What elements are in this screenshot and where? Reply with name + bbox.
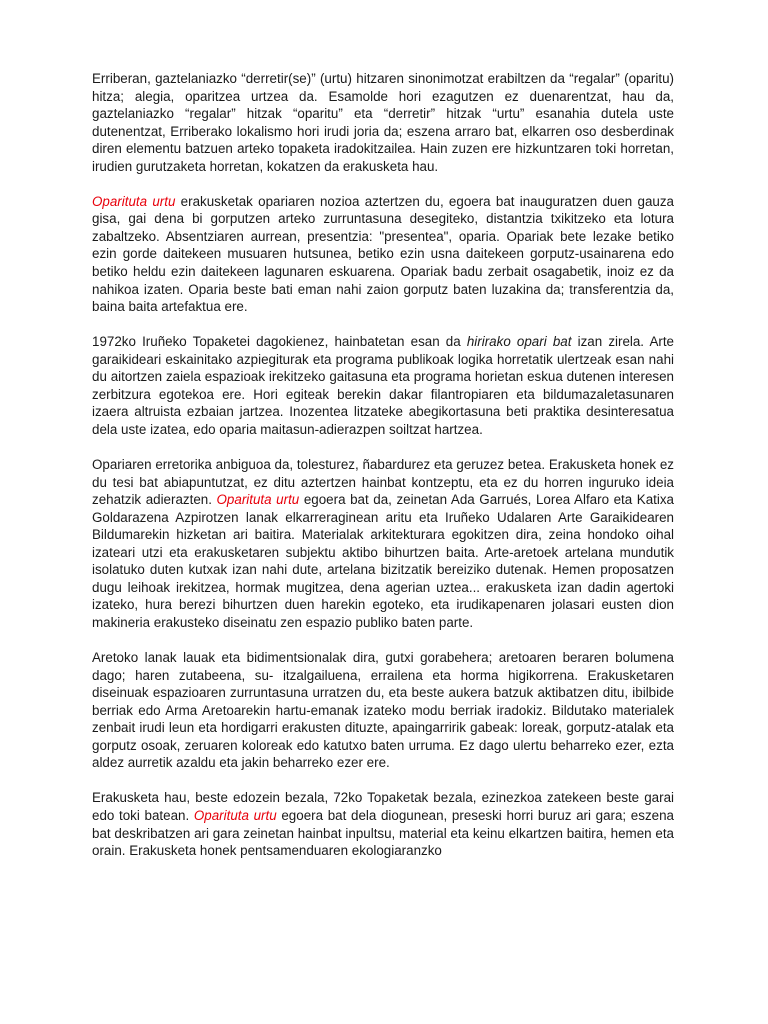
paragraph-1-text: Erriberan, gaztelaniazko “derretir(se)” (urtu) hitzaren sinonimotzat erabiltzen da “regalar” (oparitu) hitza; alegia, oparitzea urtzea da. Esamolde hori ezagutzen ez duenarentzat, hau da, gaztelaniazko “regalar” hitzak “oparitu” eta “derretir” hitzak “urtu” esanahia dutela uste dutenentzat, Erriberako lokalismo hori irudi joria da; eszena arraro bat, elkarren oso desberdinak diren elementu batzuen arteko topaketa iradokitzailea. Hain zuzen ere hizkuntzaren toki horretan, irudien gurutzaketa horretan, kokatzen da erakusketa hau. [92, 71, 674, 174]
paragraph-2-text: erakusketak opariaren nozioa aztertzen du, egoera bat inauguratzen duen gauza gisa, gai dena bi gorputzen arteko zurruntasuna desegiteko, distantzia txikitzeko eta lotura zabaltzeko. Absentziaren aurrean, presentzia: "presentea", oparia. Opariak bete lezake betiko ezin gorde daitekeen musuaren hutsunea, betiko ezin usna daitekeen gorputz-usainarena edo betiko heldu ezin daitekeen lagunaren eskuarena. Opariak badu zerbait osagabetik, inoiz ez da nahikoa izaten. Oparia beste bati eman nahi zaion gorputz baten luzakina da; transferentzia da, baina baita artefaktua ere. [92, 193, 674, 315]
exhibition-title-highlight: Oparituta urtu [193, 807, 277, 823]
paragraph-1 [92, 70, 674, 175]
paragraph-4-text-a: Opariaren erretorika anbiguoa da, tolesturez, ñabardurez eta geruzez betea. Erakusketa honek ez du tesi bat abiapuntutzat, ez ditu aztertzen hainbat kontzeptu, eta ez du horren inguruko ideia zehatzik adierazten. [92, 457, 674, 508]
paragraph-6-text-a: Erakusketa hau, beste edozein bezala, 72ko Topaketak bezala, ezinezkoa zatekeen beste garai edo toki batean. [92, 790, 674, 823]
paragraph-2 [92, 193, 674, 316]
paragraph-3-text-a: 1972ko Iruñeko Topaketei dagokienez, hainbatetan esan da [92, 334, 467, 350]
paragraph-3-italic-phrase: hirirako opari bat [466, 334, 572, 350]
exhibition-title-highlight: Oparituta urtu [92, 193, 176, 209]
paragraph-4 [92, 456, 674, 631]
paragraph-4-text-b: egoera bat da, zeinetan Ada Garrués, Lorea Alfaro eta Katixa Goldarazena Azpirotzen lanak elkarreraginean aritu eta Iruñeko Udalaren Arte Garaikidearen Bildumarekin hizketan ari baitira. Materialak arkitekturara egokitzen dira, zeina hondoko oihal izateari utzi eta erakusketaren subjektu aktibo bihurtzen baita. Arte-aretoek artelana mundutik isolatuko duten kutxak izan nahi dute, artelana bizitzatik bereiziko dutenak. Hemen proposatzen dugu leihoak irekitzea, hormak mugitzea, dena agerian uztea... erakusketa izan dadin agertoki izateko, hura berezi bihurtzen duen harekin egoteko, eta irudikapenaren jolasari eusten dion makineria erakusteko diseinatu zen espazio publiko baten parte. [92, 492, 674, 630]
paragraph-6-text-b: egoera bat dela diogunean, preseski horri buruz ari gara; eszena bat deskribatzen ari gara zeinetan hainbat inpultsu, material eta keinu elkartzen baitira, hemen eta orain. Erakusketa honek pentsamenduaren ekologiaranzko [92, 807, 674, 859]
paragraph-6 [92, 789, 674, 859]
exhibition-title-highlight: Oparituta urtu [216, 492, 300, 508]
paragraph-5-text: Aretoko lanak lauak eta bidimentsionalak dira, gutxi gorabehera; aretoaren beraren bolumena dago; haren zutabeena, su- itzalgailuena, errailena eta horma higikorrena. Erakusketaren diseinuak espazioaren zurruntasuna urratzen du, eta beste aukera batzuk aktibatzen ditu, ibilbide berriak edo Arma Aretoarekin hartu-emanak izateko modu berriak iradokiz. Bildutako materialek zenbait irudi leun eta hordigarri erakusten dituzte, apaingarririk gabeak: loreak, gorputz-atalak eta gorputz osoak, zeruaren koloreak edo katutxo baten urruma. Ez dago ulertu beharreko ezer, ezta aldez aurretik azaldu eta jakin beharreko ezer ere. [92, 650, 674, 771]
paragraph-3-text-b: izan zirela. Arte garaikideari eskainitako azpiegiturak eta programa publikoak logika horretatik ulertzeak esan nahi du aitortzen zaiela espazioak irekitzeko gaitasuna eta programa horietan eskua dutenen interesen zerbitzura egotekoa ere. Hori egiteak berekin dakar filantropiaren eta bildumazaletasunaren izaera altruista ezbaian jartzea. Inozentea litzateke abegikortasuna beti praktika desinteresatua dela uste izatea, edo oparia maitasun-adierazpen soiltzat hartzea. [92, 334, 674, 437]
paragraph-5 [92, 649, 674, 772]
document-body [92, 70, 674, 877]
paragraph-3 [92, 333, 674, 438]
